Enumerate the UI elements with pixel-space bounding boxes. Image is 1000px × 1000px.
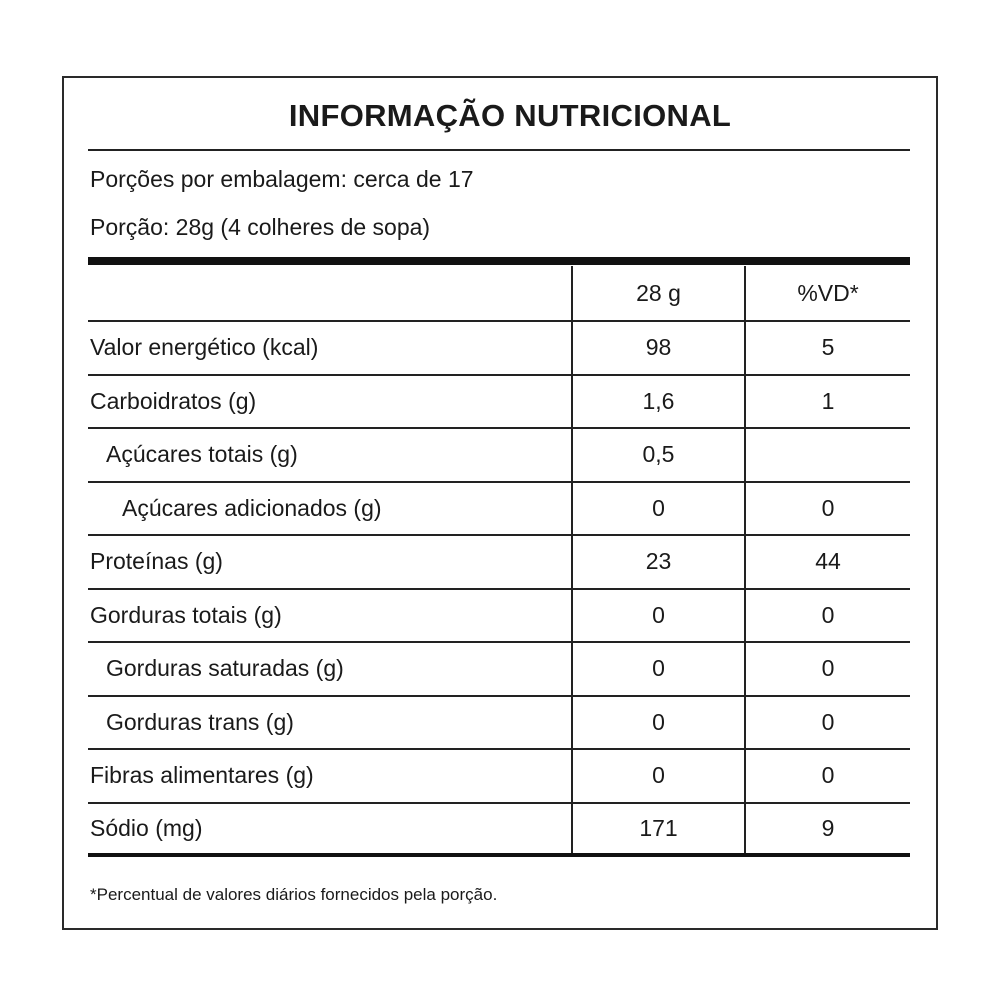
nutrient-name: Proteínas (g) [90,548,223,575]
table-row [88,483,910,537]
nutrient-name: Açúcares adicionados (g) [122,494,382,521]
nutrient-dv: 44 [744,536,910,588]
nutrient-amount: 0,5 [571,429,744,481]
title-divider [88,149,910,151]
table-row [88,590,910,644]
column-header-amount: 28 g [571,266,744,320]
nutrient-amount: 23 [571,536,744,588]
nutrient-dv [744,429,910,481]
table-row [88,376,910,430]
nutrient-dv: 1 [744,376,910,428]
nutrient-dv: 0 [744,590,910,642]
nutrient-amount: 0 [571,483,744,535]
table-header-row [88,266,910,322]
nutrient-amount: 98 [571,322,744,374]
nutrient-amount: 0 [571,697,744,749]
nutrient-amount: 0 [571,750,744,802]
nutrition-table [88,266,910,857]
nutrient-name: Carboidratos (g) [90,387,257,414]
header-thick-divider [88,257,910,265]
serving-size: Porção: 28g (4 colheres de sopa) [90,214,431,240]
nutrient-name: Fibras alimentares (g) [90,762,314,789]
nutrient-name: Gorduras totais (g) [90,601,282,628]
table-row [88,750,910,804]
table-row [88,322,910,376]
column-header-dv: %VD* [744,266,910,320]
nutrient-dv: 0 [744,697,910,749]
footnote: *Percentual de valores diários fornecidos pela porção. [90,885,498,904]
nutrient-amount: 171 [571,804,744,854]
nutrient-dv: 0 [744,750,910,802]
table-row [88,804,910,858]
servings-per-package: Porções por embalagem: cerca de 17 [90,166,474,192]
nutrient-name: Sódio (mg) [90,814,203,841]
nutrient-name: Gorduras trans (g) [106,708,294,735]
nutrient-name: Gorduras saturadas (g) [106,655,344,682]
table-row [88,429,910,483]
table-row [88,643,910,697]
table-body [88,322,910,857]
nutrient-name: Valor energético (kcal) [90,334,319,361]
label-title: INFORMAÇÃO NUTRICIONAL [288,98,732,133]
nutrient-amount: 0 [571,590,744,642]
nutrient-dv: 9 [744,804,910,854]
table-row [88,536,910,590]
nutrient-amount: 0 [571,643,744,695]
nutrient-dv: 0 [744,643,910,695]
nutrient-dv: 0 [744,483,910,535]
nutrient-name: Açúcares totais (g) [106,441,298,468]
table-row [88,697,910,751]
nutrient-amount: 1,6 [571,376,744,428]
nutrient-dv: 5 [744,322,910,374]
